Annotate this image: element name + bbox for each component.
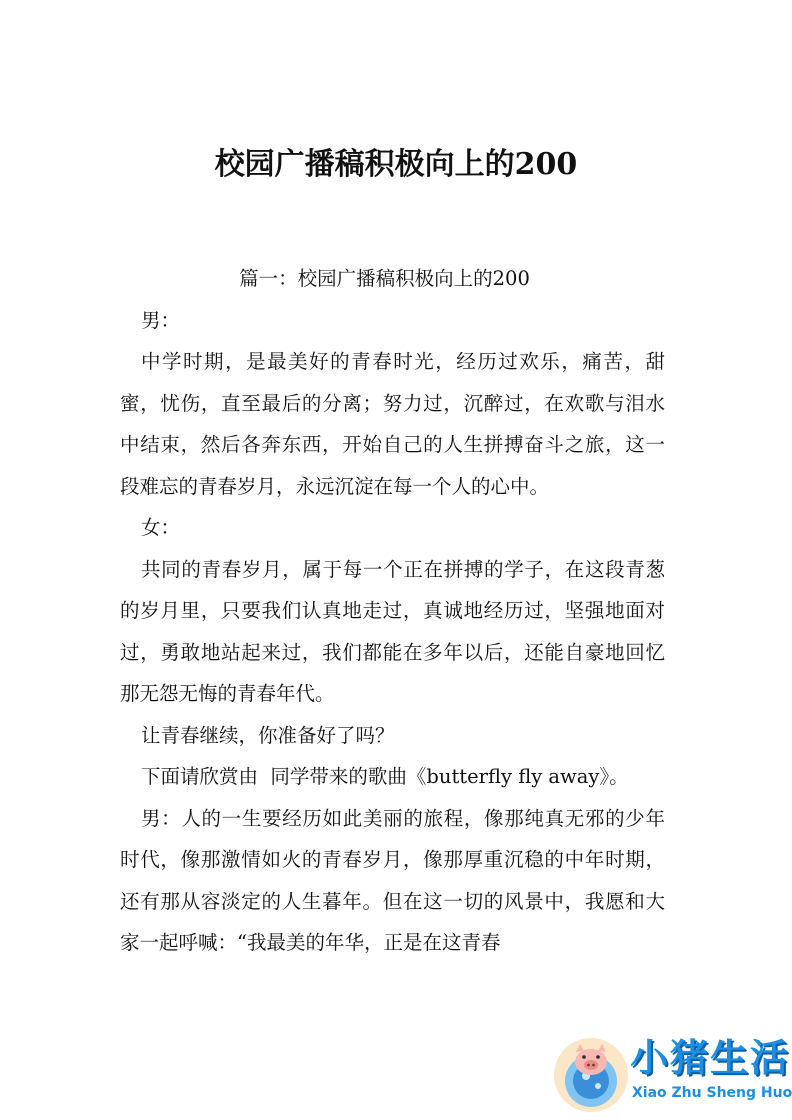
- paragraph-speaker-male: 男：: [141, 308, 181, 332]
- document-body: [120, 258, 665, 964]
- document-subtitle: 篇一：校园广播稿积极向上的200: [239, 267, 530, 290]
- paragraph-1: 中学时期，是最美好的青春时光，经历过欢乐，痛苦，甜蜜，忧伤，直至最后的分离；努力过，沉醉过，在欢歌与泪水中结束，然后各奔东西，开始自己的人生拼搏奋斗之旅，这一段难忘的青春岁月，永远沉淀在每一个人的心中。: [120, 350, 665, 498]
- brand-name-en: Xiao Zhu Sheng Huo: [632, 1085, 792, 1101]
- paragraph-3: 让青春继续，你准备好了吗？: [141, 723, 395, 747]
- paragraph-4: 下面请欣赏由 同学带来的歌曲《butterfly fly away》。: [141, 765, 629, 788]
- paragraph-5: 男：人的一生要经历如此美丽的旅程，像那纯真无邪的少年时代，像那激情如火的青春岁月，像那厚重沉稳的中年时期，还有那从容淡定的人生暮年。但在这一切的风景中，我愿和大家一起呼喊：“我最美的年华，正是在这青春: [120, 806, 665, 954]
- page-title: 校园广播稿积极向上的200: [214, 147, 578, 182]
- brand-name-cn: 小猪生活: [630, 1036, 791, 1080]
- paragraph-speaker-female: 女：: [141, 516, 181, 539]
- paragraph-2: 共同的青春岁月，属于每一个正在拼搏的学子，在这段青葱的岁月里，只要我们认真地走过，真诚地经历过，坚强地面对过，勇敢地站起来过，我们都能在多年以后，还能自豪地回忆那无怨无悔的青春年代。: [120, 557, 665, 705]
- pig-mascot-icon: [552, 1036, 630, 1114]
- watermark-logo: [552, 1032, 792, 1112]
